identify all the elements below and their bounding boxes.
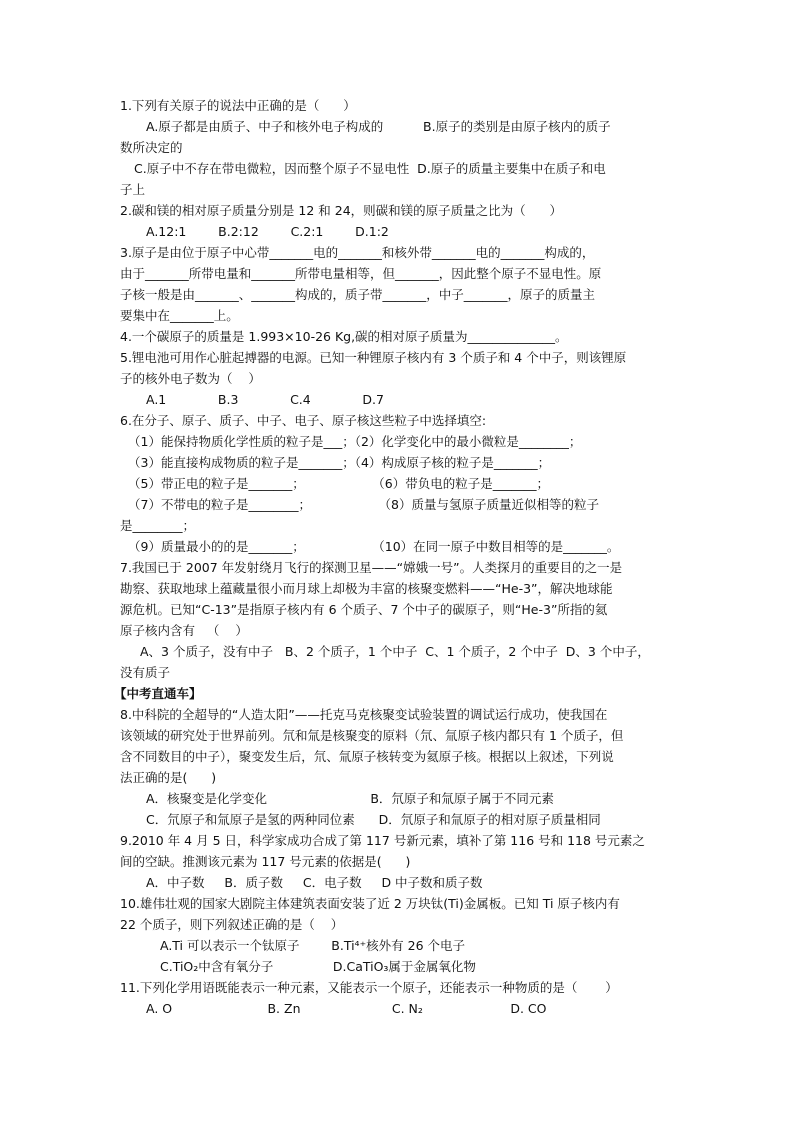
question-8-line-3: 含不同数目的中子），聚变发生后，氘、氚原子核转变为氦原子核。根据以上叙述，下列说 [120, 749, 614, 764]
question-1-stem: 1.下列有关原子的说法中正确的是（ ） [120, 98, 356, 113]
question-6-stem: 6.在分子、原子、质子、中子、电子、原子核这些粒子中选择填空: [120, 413, 487, 428]
question-8-line-2: 该领域的研究处于世界前列。氘和氚是核聚变的原料（氘、氚原子核内都只有 1 个质子，但 [120, 728, 624, 743]
question-6-items-3-4: （3）能直接构成物质的粒子是_______；（4）构成原子核的粒子是_______； [128, 455, 551, 470]
question-2-options: A.12:1 B.2:12 C.2:1 D.1:2 [146, 224, 389, 239]
question-6-items-7-8: （7）不带电的粒子是________； （8）质量与氢原子质量近似相等的粒子 [128, 497, 599, 512]
question-8-line-4: 法正确的是( ) [120, 770, 217, 785]
question-9-line-2: 间的空缺。推测该元素为 117 号元素的依据是( ) [120, 854, 411, 869]
question-4-stem: 4.一个碳原子的质量是 1.993×10-26 Kg,碳的相对原子质量为______________。 [120, 329, 568, 344]
question-11-options: A. O B. Zn C. N₂ D. CO [146, 1001, 547, 1016]
question-3-line-3: 子核一般是由_______、_______构成的，质子带_______，中子_______，原子的质量主 [120, 287, 596, 302]
question-2-stem: 2.碳和镁的相对原子质量分别是 12 和 24，则碳和镁的原子质量之比为（ ） [120, 203, 562, 218]
question-7-line-4: 原子核内含有 （ ） [120, 623, 248, 638]
question-3-line-1: 3.原子是由位于原子中心带_______电的_______和核外带_______电的_______构成的， [120, 245, 595, 260]
question-3-line-2: 由于_______所带电量和_______所带电量相等，但_______，因此整个原子不显电性。原 [120, 266, 602, 281]
question-8-options-cd: C．氘原子和氚原子是氢的两种同位素 D．氘原子和氚原子的相对原子质量相同 [146, 812, 601, 827]
question-6-items-7-8-cont: 是________； [120, 518, 196, 533]
question-9-line-1: 9.2010 年 4 月 5 日，科学家成功合成了第 117 号新元素，填补了第 116 号和 118 号元素之 [120, 833, 645, 848]
question-5-stem: 5.锂电池可用作心脏起搏器的电源。已知一种锂原子核内有 3 个质子和 4 个中子，则该锂原 [120, 350, 627, 365]
question-7-options-cont: 没有质子 [120, 665, 171, 680]
section-heading: 【中考直通车】 [114, 686, 202, 701]
question-7-options: A、3 个质子，没有中子 B、2 个质子，1 个中子 C、1 个质子，2 个中子 D、3 个中子， [140, 644, 650, 659]
question-7-line-3: 源危机。已知“C-13”是指原子核内有 6 个质子、7 个中子的碳原子，则“He-3”所指的氦 [120, 602, 608, 617]
question-7-line-2: 勘察、获取地球上蕴藏量很小而月球上却极为丰富的核聚变燃料——“He-3”，解决地球能 [120, 581, 613, 596]
question-10-options-cd: C.TiO₂中含有氧分子 D.CaTiO₃属于金属氧化物 [160, 959, 476, 974]
question-10-line-2: 22 个质子，则下列叙述正确的是（ ） [120, 917, 344, 932]
question-6-items-1-2: （1）能保持物质化学性质的粒子是___；（2）化学变化中的最小微粒是________； [128, 434, 582, 449]
question-9-options: A．中子数 B．质子数 C．电子数 D 中子数和质子数 [146, 875, 483, 890]
question-8-line-1: 8.中科院的全超导的“人造太阳”——托克马克核聚变试验装置的调试运行成功，使我国在 [120, 707, 608, 722]
question-1-options-ab: A.原子都是由质子、中子和核外电子构成的 B.原子的类别是由原子核内的质子 [146, 119, 611, 134]
question-1-options-cd-cont: 子上 [120, 182, 146, 197]
question-6-items-9-10: （9）质量最小的的是_______； （10）在同一原子中数目相等的是_______。 [128, 539, 620, 554]
question-8-options-ab: A．核聚变是化学变化 B．氘原子和氚原子属于不同元素 [146, 791, 554, 806]
question-10-line-1: 10.雄伟壮观的国家大剧院主体建筑表面安装了近 2 万块钛(Ti)金属板。已知 Ti 原子核内有 [120, 896, 620, 911]
question-7-line-1: 7.我国已于 2007 年发射绕月飞行的探测卫星——“嫦娥一号”。人类探月的重要目的之一是 [120, 560, 623, 575]
question-3-line-4: 要集中在_______上。 [120, 308, 239, 323]
question-1-options-ab-cont: 数所决定的 [120, 140, 183, 155]
question-5-stem-cont: 子的核外电子数为（ ） [120, 371, 261, 386]
question-5-options: A.1 B.3 C.4 D.7 [146, 392, 384, 407]
question-10-options-ab: A.Ti 可以表示一个钛原子 B.Ti⁴⁺核外有 26 个电子 [160, 938, 466, 953]
question-1-options-cd: C.原子中不存在带电微粒，因而整个原子不显电性 D.原子的质量主要集中在质子和电 [134, 161, 606, 176]
question-11-stem: 11.下列化学用语既能表示一种元素，又能表示一个原子，还能表示一种物质的是（ ） [120, 980, 618, 995]
question-6-items-5-6: （5）带正电的粒子是_______； （6）带负电的粒子是_______； [128, 476, 549, 491]
